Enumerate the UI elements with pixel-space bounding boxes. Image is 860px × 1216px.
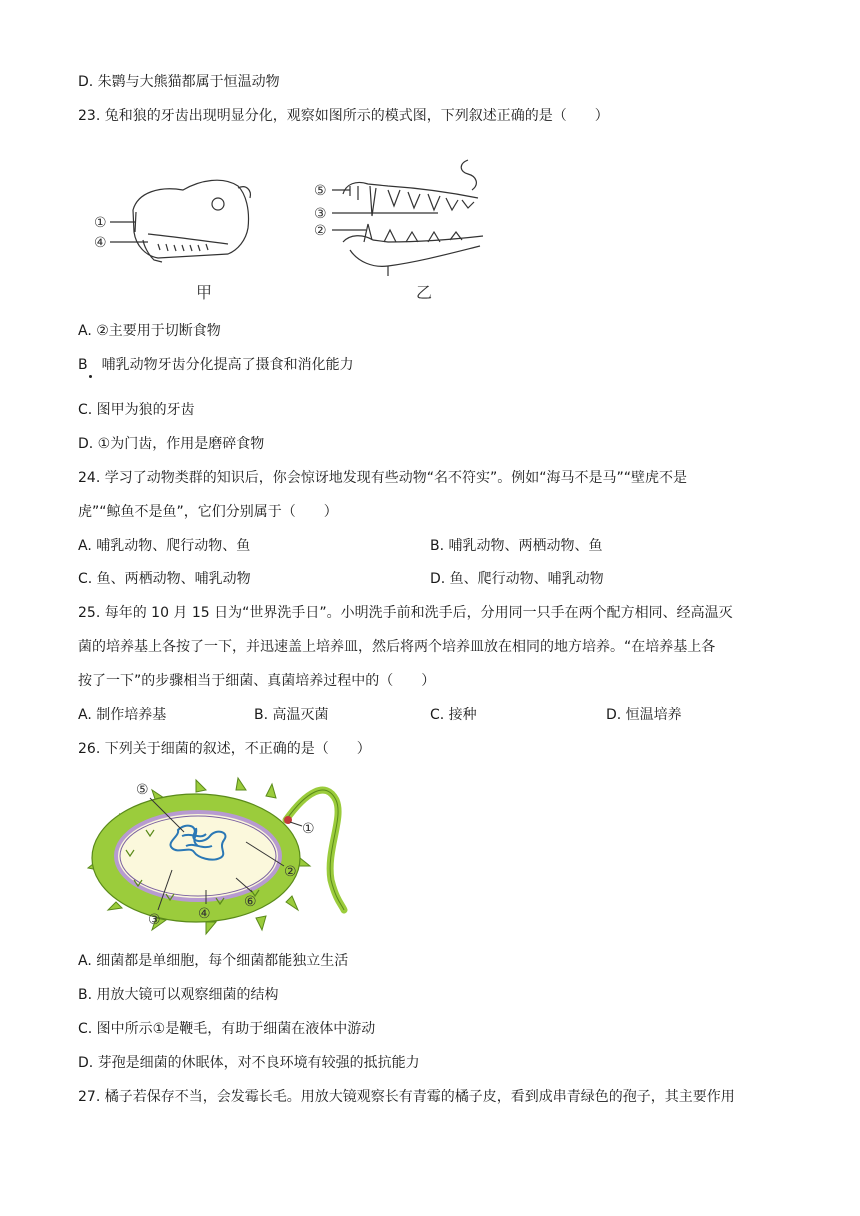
bacteria-label-4: ④ xyxy=(198,906,211,922)
q25-stem-line3: 按了一下”的步骤相当于细菌、真菌培养过程中的（ ） xyxy=(78,673,436,689)
q24-option-c: C. 鱼、两栖动物、哺乳动物 xyxy=(78,571,251,587)
q25-option-d: D. 恒温培养 xyxy=(606,707,682,723)
q24-stem-line1: 24. 学习了动物类群的知识后，你会惊讶地发现有些动物“名不符实”。例如“海马不是马”“壁虎不是 xyxy=(78,470,687,486)
q25-option-a: A. 制作培养基 xyxy=(78,707,167,723)
q23-option-d: D. ①为门齿，作用是磨碎食物 xyxy=(78,436,265,452)
caption-jia: 甲 xyxy=(196,283,213,302)
q25-option-c: C. 接种 xyxy=(430,707,477,723)
q24-option-d: D. 鱼、爬行动物、哺乳动物 xyxy=(430,571,604,587)
q25-stem-line2: 菌的培养基上各按了一下，并迅速盖上培养皿，然后将两个培养皿放在相同的地方培养。“在培养基上各 xyxy=(78,639,716,655)
caption-yi: 乙 xyxy=(416,283,433,302)
q26-option-b: B. 用放大镜可以观察细菌的结构 xyxy=(78,987,279,1003)
bacteria-label-6: ⑥ xyxy=(244,894,257,910)
stray-dot xyxy=(89,375,92,378)
q24-option-a: A. 哺乳动物、爬行动物、鱼 xyxy=(78,538,251,554)
q24-option-b: B. 哺乳动物、两栖动物、鱼 xyxy=(430,538,603,554)
q22-option-d: D. 朱鹮与大熊猫都属于恒温动物 xyxy=(78,74,280,90)
label-2: ② xyxy=(314,223,327,239)
rabbit-skull-drawing xyxy=(133,180,250,262)
q23-option-c: C. 图甲为狼的牙齿 xyxy=(78,402,195,418)
q26-option-a: A. 细菌都是单细胞，每个细菌都能独立生活 xyxy=(78,953,349,969)
wolf-jaw-drawing xyxy=(343,160,483,276)
q24-stem-line2: 虎”“鲸鱼不是鱼”，它们分别属于（ ） xyxy=(78,504,338,520)
q25-stem-line1: 25. 每年的 10 月 15 日为“世界洗手日”。小明洗手前和洗手后，分用同一只手在两个配方相同、经高温灭 xyxy=(78,605,733,621)
label-3: ③ xyxy=(314,206,327,222)
q23-option-b: B 哺乳动物牙齿分化提高了摄食和消化能力 xyxy=(78,357,354,373)
q26-option-c: C. 图中所示①是鞭毛，有助于细菌在液体中游动 xyxy=(78,1021,376,1037)
q26-stem: 26. 下列关于细菌的叙述，不正确的是（ ） xyxy=(78,741,371,757)
q23-option-a: A. ②主要用于切断食物 xyxy=(78,323,221,339)
label-4: ④ xyxy=(94,235,107,251)
label-1: ① xyxy=(94,215,107,231)
q26-option-d: D. 芽孢是细菌的休眠体，对不良环境有较强的抵抗能力 xyxy=(78,1055,420,1071)
teeth-figure xyxy=(88,150,508,310)
q27-stem: 27. 橘子若保存不当，会发霉长毛。用放大镜观察长有青霉的橘子皮，看到成串青绿色的孢子，其主要作用 xyxy=(78,1089,735,1105)
bacteria-label-3: ③ xyxy=(148,912,161,928)
q25-option-b: B. 高温灭菌 xyxy=(254,707,329,723)
label-5: ⑤ xyxy=(314,183,327,199)
bacteria-label-2: ② xyxy=(284,864,297,880)
bacteria-figure xyxy=(86,770,376,940)
bacteria-label-5: ⑤ xyxy=(136,782,149,798)
q23-stem: 23. 兔和狼的牙齿出现明显分化，观察如图所示的模式图，下列叙述正确的是（ ） xyxy=(78,108,609,124)
bacteria-label-1: ① xyxy=(302,821,315,837)
